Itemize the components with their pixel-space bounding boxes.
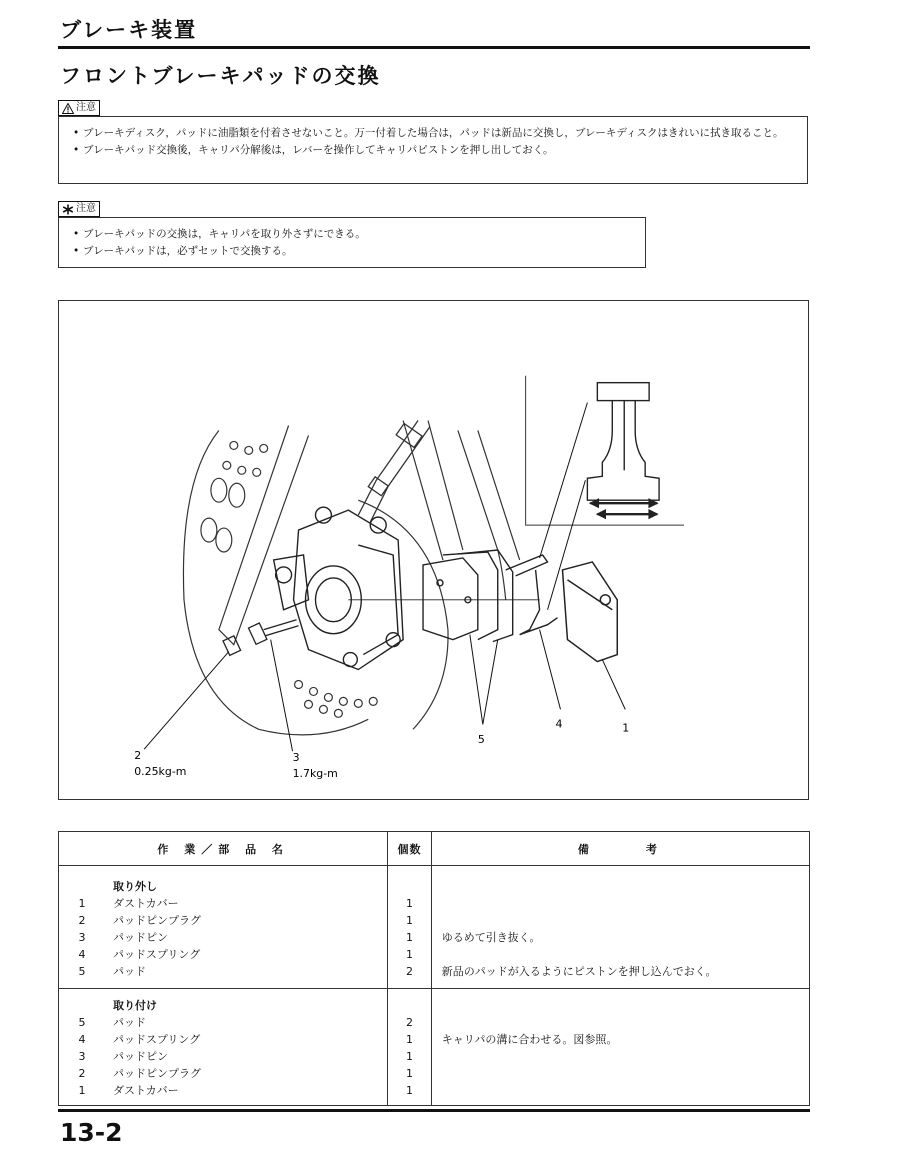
row-name: パッドスプリング	[112, 948, 201, 961]
dust-cover	[223, 636, 241, 655]
row-name: パッドピンプラグ	[112, 914, 201, 927]
row-qty: 1	[406, 1067, 414, 1080]
row-qty: 2	[406, 1016, 414, 1029]
callout-2-torque: 0.25kg-m	[134, 765, 187, 779]
row-qty: 1	[406, 914, 414, 927]
row-note: ゆるめて引き抜く。	[441, 931, 541, 944]
row-qty: 1	[406, 897, 414, 910]
warning-tag-label: 注意	[76, 102, 96, 113]
row-qty: 1	[406, 1033, 414, 1046]
row-qty: 1	[406, 931, 414, 944]
row-no: 3	[78, 1050, 86, 1063]
row-name: パッド	[112, 1016, 146, 1029]
callout-3-number: 3	[292, 751, 300, 765]
warning-item: • ブレーキパッド交換後，キャリパ分解後は，レバーを操作してキャリパピストンを押し出しておく。	[73, 142, 793, 159]
row-name: パッドスプリング	[112, 1033, 201, 1046]
exploded-view-figure	[58, 300, 809, 800]
caution-item: • ブレーキパッドの交換は，キャリパを取り外さずにできる。	[73, 226, 631, 243]
row-no: 4	[78, 1033, 86, 1046]
row-qty: 1	[406, 948, 414, 961]
header-note: 備 考	[431, 832, 809, 866]
row-note	[442, 1048, 809, 1065]
callout-3-torque: 1.7kg-m	[292, 767, 338, 781]
pad-detail	[562, 562, 617, 662]
row-name: ダストカバー	[112, 1084, 179, 1097]
header-name: 作 業／部 品 名	[59, 832, 388, 866]
page-title: フロントブレーキパッドの交換	[60, 64, 381, 88]
warning-box	[58, 116, 808, 184]
row-note	[442, 895, 809, 912]
brake-pads	[423, 550, 513, 642]
section-title: ブレーキ装置	[60, 18, 198, 42]
group-title: 取り外し	[112, 880, 157, 893]
row-note: キャリパの溝に合わせる。図参照。	[441, 1033, 618, 1046]
row-name: ダストカバー	[112, 897, 179, 910]
row-no: 5	[78, 965, 86, 978]
group-title: 取り付け	[112, 999, 157, 1012]
row-note: 新品のパッドが入るようにピストンを押し込んでおく。	[441, 965, 717, 978]
callout-4-number: 4	[555, 717, 563, 731]
caution-item: • ブレーキパッドは，必ずセットで交換する。	[73, 243, 631, 260]
header-qty: 個数	[388, 832, 431, 866]
row-name: パッドピン	[112, 931, 168, 944]
row-note	[442, 1065, 809, 1082]
asterisk-icon	[62, 204, 74, 215]
row-name: パッドピン	[112, 1050, 168, 1063]
row-name: パッド	[112, 965, 146, 978]
pad-spring	[506, 555, 558, 635]
row-no: 3	[78, 931, 86, 944]
table-group-removal	[59, 866, 810, 989]
row-qty: 1	[406, 1084, 414, 1097]
parts-table	[58, 831, 810, 1106]
row-no: 1	[78, 897, 86, 910]
warning-triangle-icon	[62, 103, 74, 114]
row-note	[442, 1082, 809, 1099]
pad-pin-assembly	[223, 600, 540, 656]
row-qty: 1	[406, 1050, 414, 1063]
brake-disc	[183, 430, 448, 734]
table-group-installation	[59, 989, 810, 1106]
row-note	[442, 912, 809, 929]
warning-tag	[58, 100, 100, 116]
header-rule	[58, 46, 810, 49]
page-number: 13-2	[60, 1118, 123, 1147]
brake-hose	[358, 421, 430, 523]
callout-leaders	[144, 403, 625, 752]
row-note	[442, 1014, 809, 1031]
brake-caliper-illustration	[59, 301, 808, 799]
caution-box	[58, 217, 646, 268]
brake-caliper	[274, 507, 403, 669]
row-note	[442, 946, 809, 963]
row-no: 2	[78, 1067, 86, 1080]
footer-rule	[58, 1109, 810, 1112]
row-qty: 2	[406, 965, 414, 978]
warning-item: • ブレーキディスク，パッドに油脂類を付着させないこと。万一付着した場合は，パッドは新品に交換し，ブレーキディスクはきれいに拭き取ること。	[73, 125, 793, 142]
row-no: 4	[78, 948, 86, 961]
row-no: 1	[78, 1084, 86, 1097]
row-no: 5	[78, 1016, 86, 1029]
caution-tag	[58, 201, 100, 217]
callout-5-number: 5	[477, 733, 485, 747]
callout-2-number: 2	[134, 749, 142, 763]
pad-spring-detail	[587, 383, 659, 518]
front-fork	[219, 421, 520, 645]
callout-1-number: 1	[622, 721, 630, 735]
caution-tag-label: 注意	[76, 203, 96, 214]
row-name: パッドピンプラグ	[112, 1067, 201, 1080]
row-no: 2	[78, 914, 86, 927]
pad-pin-plug	[249, 623, 267, 644]
